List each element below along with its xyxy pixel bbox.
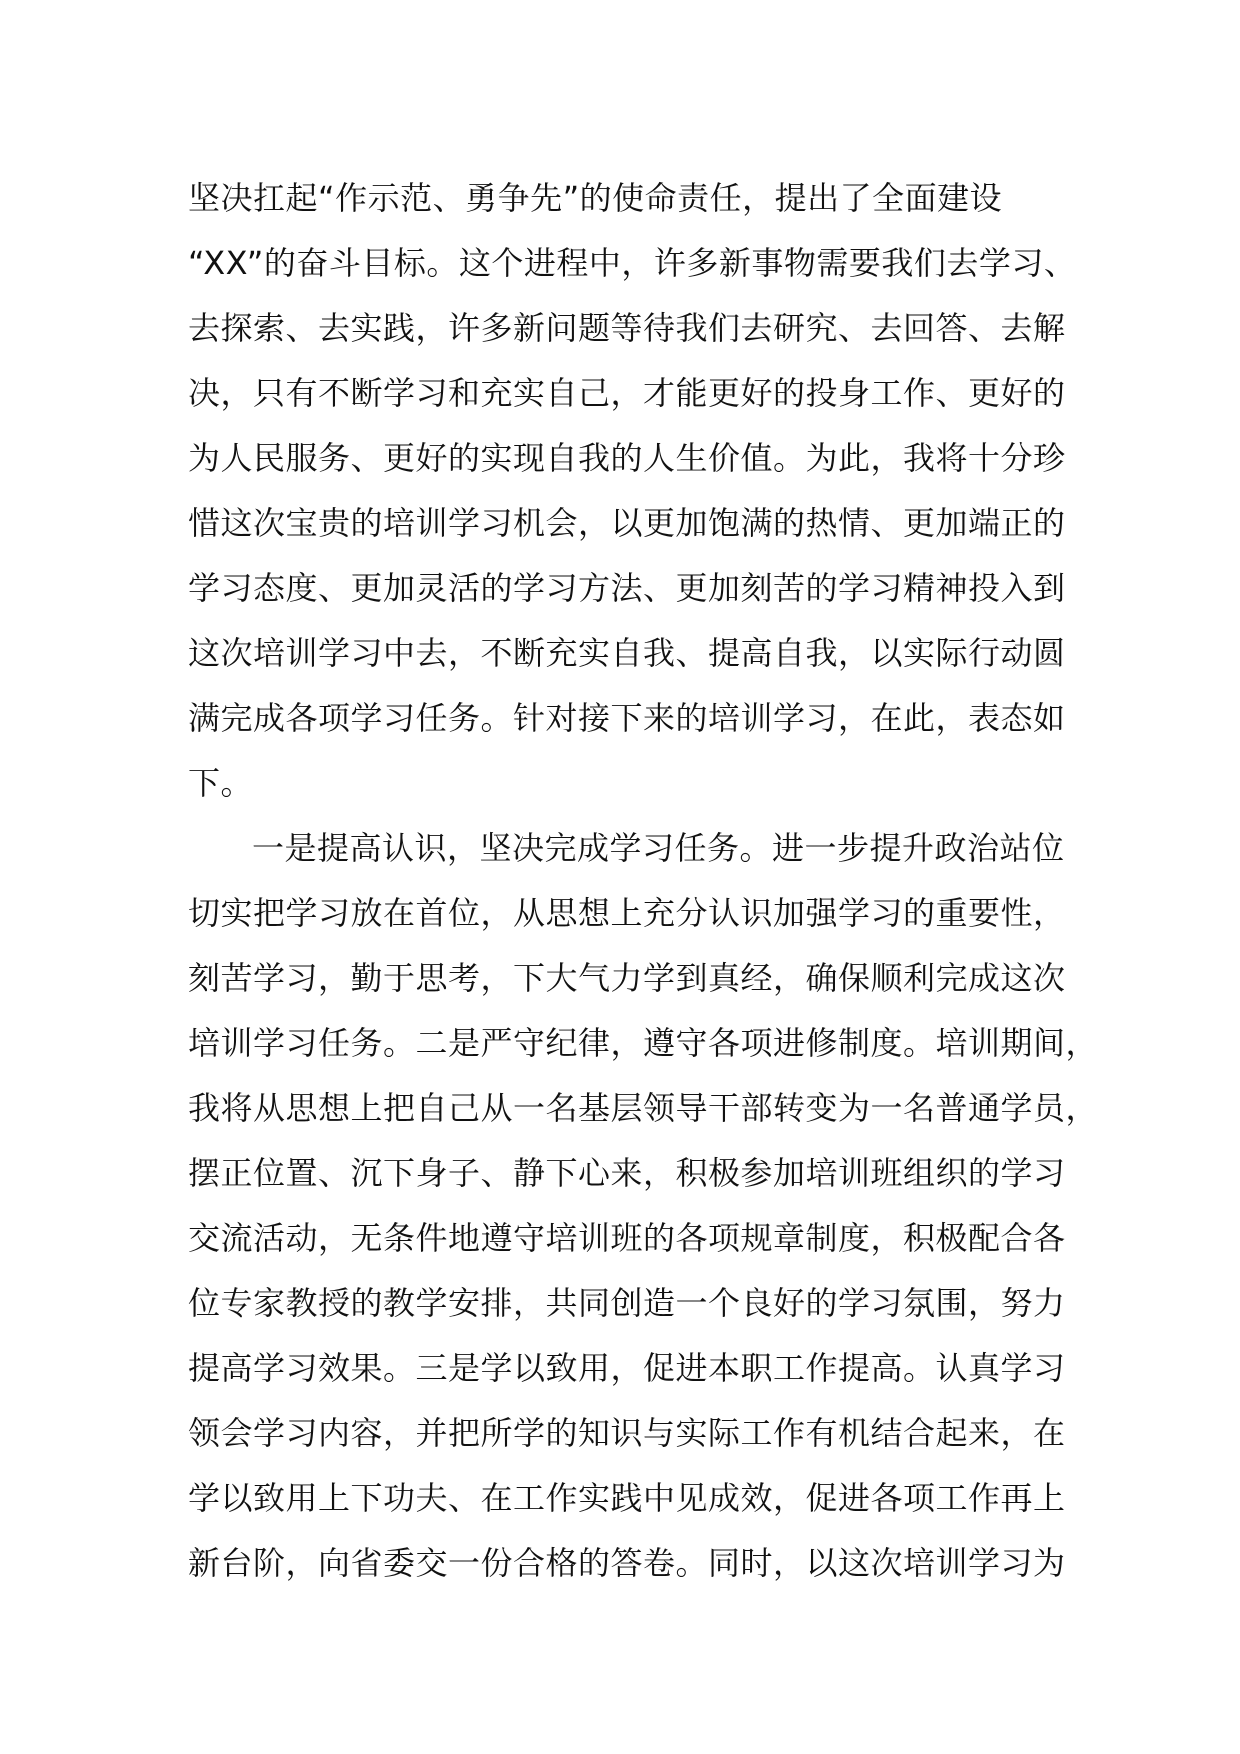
text-line: 为人民服务、更好的实现自我的人生价值。为此，我将十分珍 (188, 439, 1066, 477)
text-line: 决，只有不断学习和充实自己，才能更好的投身工作、更好的 (188, 374, 1066, 412)
text-line: 摆正位置、沉下身子、静下心来，积极参加培训班组织的学习 (188, 1154, 1066, 1192)
text-line: 学以致用上下功夫、在工作实践中见成效，促进各项工作再上 (188, 1479, 1066, 1517)
text-line: 切实把学习放在首位，从思想上充分认识加强学习的重要性， (188, 894, 1066, 932)
body-text (188, 166, 1099, 1596)
text-line: 学习态度、更加灵活的学习方法、更加刻苦的学习精神投入到 (188, 569, 1066, 607)
text-line: 刻苦学习，勤于思考，下大气力学到真经，确保顺利完成这次 (188, 959, 1066, 997)
text-line: 领会学习内容，并把所学的知识与实际工作有机结合起来，在 (188, 1414, 1066, 1452)
text-line: 下。 (188, 764, 254, 802)
text-line: 去探索、去实践，许多新问题等待我们去研究、去回答、去解 (188, 309, 1066, 347)
text-line: 我将从思想上把自己从一名基层领导干部转变为一名普通学员， (188, 1089, 1099, 1127)
text-line: 这次培训学习中去，不断充实自我、提高自我，以实际行动圆 (188, 634, 1066, 672)
text-line: 坚决扛起“作示范、勇争先”的使命责任，提出了全面建设 (188, 179, 1003, 217)
text-line: 交流活动，无条件地遵守培训班的各项规章制度，积极配合各 (188, 1219, 1066, 1257)
text-line: “XX”的奋斗目标。这个进程中，许多新事物需要我们去学习、 (188, 244, 1077, 282)
text-line: 提高学习效果。三是学以致用，促进本职工作提高。认真学习 (188, 1349, 1066, 1387)
text-line: 培训学习任务。二是严守纪律，遵守各项进修制度。培训期间， (188, 1024, 1099, 1062)
text-line: 满完成各项学习任务。针对接下来的培训学习，在此，表态如 (188, 699, 1066, 737)
text-line: 位专家教授的教学安排，共同创造一个良好的学习氛围，努力 (188, 1284, 1066, 1322)
text-line: 新台阶，向省委交一份合格的答卷。同时，以这次培训学习为 (188, 1544, 1066, 1582)
paragraph-start-line: 一是提高认识，坚决完成学习任务。进一步提升政治站位 (252, 829, 1065, 867)
text-line: 惜这次宝贵的培训学习机会，以更加饱满的热情、更加端正的 (188, 504, 1066, 542)
